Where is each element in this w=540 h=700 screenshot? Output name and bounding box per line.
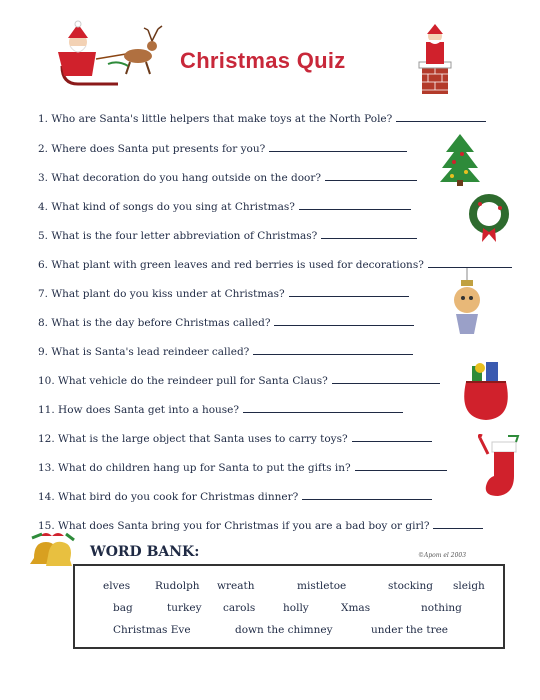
wreath-icon — [466, 192, 512, 244]
question-11 — [38, 403, 403, 416]
word-bank-item: stocking — [388, 580, 434, 592]
question-text: 10. What vehicle do the reindeer pull for Santa Claus? — [38, 375, 328, 387]
word-bank-item: carols — [223, 602, 256, 614]
question-4 — [38, 200, 411, 213]
question-text: 11. How does Santa get into a house? — [38, 404, 240, 416]
question-7 — [38, 287, 409, 300]
question-text: 3. What decoration do you hang outside on the door? — [38, 172, 322, 184]
answer-blank[interactable] — [325, 171, 417, 181]
question-text: 2. Where does Santa put presents for you? — [38, 143, 266, 155]
word-bank-item: Christmas Eve — [113, 624, 191, 636]
answer-blank[interactable] — [253, 345, 413, 355]
question-text: 6. What plant with green leaves and red berries is used for decorations? — [38, 259, 424, 271]
question-text: 5. What is the four letter abbreviation of Christmas? — [38, 230, 318, 242]
word-bank-item: Xmas — [341, 602, 371, 614]
question-3 — [38, 171, 417, 184]
ornament-icon — [450, 268, 484, 336]
question-8 — [38, 316, 414, 329]
copyright-credit: ©Apom el 2003 — [418, 552, 467, 559]
santa-chimney-icon — [416, 24, 454, 96]
question-12 — [38, 432, 432, 445]
word-bank-box — [73, 564, 505, 649]
answer-blank[interactable] — [433, 519, 483, 529]
word-bank-item: bag — [113, 602, 133, 614]
question-text: 1. Who are Santa's little helpers that make toys at the North Pole? — [38, 113, 393, 125]
question-6 — [38, 258, 512, 271]
answer-blank[interactable] — [355, 461, 447, 471]
question-2 — [38, 142, 407, 155]
question-text: 14. What bird do you cook for Christmas dinner? — [38, 491, 299, 503]
santa-sleigh-icon — [48, 14, 168, 94]
question-text: 15. What does Santa bring you for Christmas if you are a bad boy or girl? — [38, 520, 430, 532]
answer-blank[interactable] — [302, 490, 432, 500]
answer-blank[interactable] — [321, 229, 417, 239]
question-5 — [38, 229, 417, 242]
answer-blank[interactable] — [274, 316, 414, 326]
answer-blank[interactable] — [269, 142, 407, 152]
word-bank-item: mistletoe — [297, 580, 347, 592]
quiz-title: Christmas Quiz — [180, 48, 346, 73]
question-9 — [38, 345, 413, 358]
word-bank-item: elves — [103, 580, 131, 592]
question-text: 4. What kind of songs do you sing at Christmas? — [38, 201, 295, 213]
word-bank-item: holly — [283, 602, 309, 614]
word-bank-label: WORD BANK: — [90, 544, 200, 560]
question-10 — [38, 374, 440, 387]
word-bank-item: sleigh — [453, 580, 485, 592]
answer-blank[interactable] — [332, 374, 440, 384]
answer-blank[interactable] — [299, 200, 411, 210]
word-bank-item: Rudolph — [155, 580, 200, 592]
word-bank-item: nothing — [421, 602, 462, 614]
question-1 — [38, 112, 486, 125]
answer-blank[interactable] — [396, 112, 486, 122]
answer-blank[interactable] — [243, 403, 403, 413]
answer-blank[interactable] — [289, 287, 409, 297]
question-14 — [38, 490, 432, 503]
question-text: 13. What do children hang up for Santa to put the gifts in? — [38, 462, 351, 474]
question-13 — [38, 461, 447, 474]
bells-icon — [26, 530, 78, 578]
question-text: 7. What plant do you kiss under at Christmas? — [38, 288, 285, 300]
toy-sack-icon — [458, 360, 514, 422]
answer-blank[interactable] — [428, 258, 512, 268]
word-bank-item: turkey — [167, 602, 202, 614]
question-text: 12. What is the large object that Santa uses to carry toys? — [38, 433, 348, 445]
answer-blank[interactable] — [352, 432, 432, 442]
stocking-icon — [478, 434, 522, 500]
question-text: 8. What is the day before Christmas called? — [38, 317, 271, 329]
christmas-tree-icon — [440, 132, 480, 187]
word-bank-item: wreath — [217, 580, 255, 592]
word-bank-item: down the chimney — [235, 624, 333, 636]
question-15 — [38, 519, 483, 532]
question-text: 9. What is Santa's lead reindeer called? — [38, 346, 250, 358]
word-bank-item: under the tree — [371, 624, 449, 636]
